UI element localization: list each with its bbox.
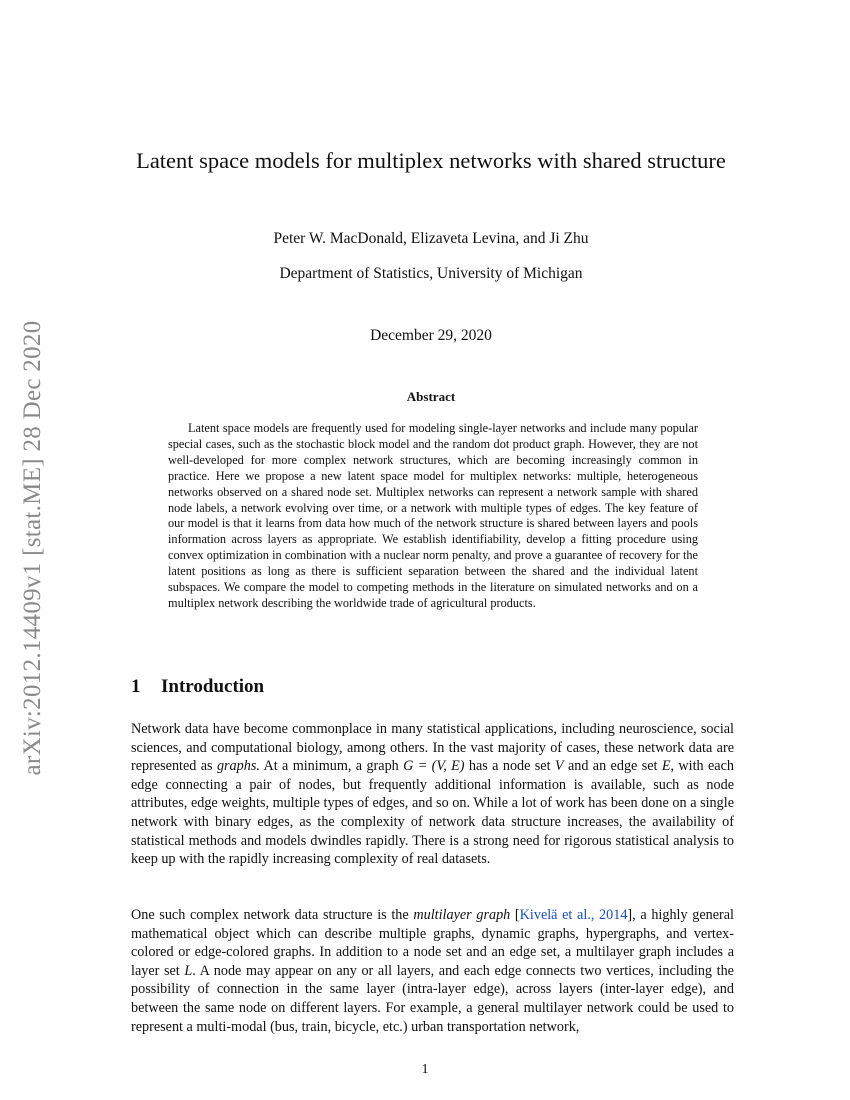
math-layer-set: L <box>184 962 193 979</box>
math-graph: G = (V, E) <box>403 758 465 775</box>
intro-paragraph-1: Network data have become commonplace in many statistical applications, including neuroscience, social sciences, and computational biology, among others. In the vast majority of cases, these network data are represented as graphs. At a minimum, a graph G = (V, E) has a node set V and an edge set E, with each edge connecting a pair of nodes, but frequently additional information is available, such as node attributes, edge weights, multiple types of edges, and so on. While a lot of work has been done on a single network with binary edges, as the complexity of network data structure increases, the availability of statistical methods and models dwindles rapidly. There is a strong need for rigorous statistical analysis to keep up with the rapidly increasing complexity of real datasets. <box>131 721 734 868</box>
arxiv-identifier: arXiv:2012.14409v1 [stat.ME] 28 Dec 2020 <box>19 320 46 776</box>
abstract-body: Latent space models are frequently used for modeling single-layer networks and include many popular special cases, such as the stochastic block model and the random dot product graph. However, they are not well-developed for more complex network structures, which are becoming increasingly common in practice. Here we propose a new latent space model for multiplex networks: multiple, heterogeneous networks observed on a shared node set. Multiplex networks can represent a network sample with shared node labels, a network evolving over time, or a network with multiple types of edges. The key feature of our model is that it learns from data how much of the network structure is shared between layers and pools information across layers as appropriate. We establish identifiability, develop a fitting procedure using convex optimization in combination with a nuclear norm penalty, and prove a guarantee of recovery for the latent positions as long as there is sufficient separation between the shared and the individual latent subspaces. We compare the model to competing methods in the literature on simulated networks and on a multiplex network describing the worldwide trade of agricultural products. <box>168 421 698 610</box>
section-number: 1 <box>131 676 141 697</box>
section-heading <box>131 676 264 698</box>
section-title: Introduction <box>161 676 265 697</box>
affiliation: Department of Statistics, University of Michigan <box>279 265 583 282</box>
math-node-set: V <box>554 758 564 775</box>
page-number: 1 <box>421 1062 429 1077</box>
arxiv-sidebar-stamp <box>8 288 58 808</box>
citation-link[interactable]: Kivelä et al., 2014 <box>519 907 628 923</box>
math-edge-set: E <box>661 758 671 775</box>
author-list: Peter W. MacDonald, Elizaveta Levina, and Ji Zhu <box>273 230 589 247</box>
paper-title: Latent space models for multiplex networks with shared structure <box>136 148 726 173</box>
publication-date: December 29, 2020 <box>370 327 492 344</box>
abstract-heading: Abstract <box>406 389 456 404</box>
intro-paragraph-2: One such complex network data structure is the multilayer graph [Kivelä et al., 2014], a highly general mathematical object which can describe multiple graphs, dynamic graphs, hypergraphs, and vertex-colored or edge-colored graphs. In addition to a node set and an edge set, a multilayer graph includes a layer set L. A node may appear on any or all layers, and each edge connects two vertices, including the possibility of connection in the same layer (intra-layer edge), across layers (inter-layer edge), and between the same node on different layers. For example, a general multilayer network could be used to represent a multi-modal (bus, train, bicycle, etc.) urban transportation network, <box>131 907 734 1035</box>
